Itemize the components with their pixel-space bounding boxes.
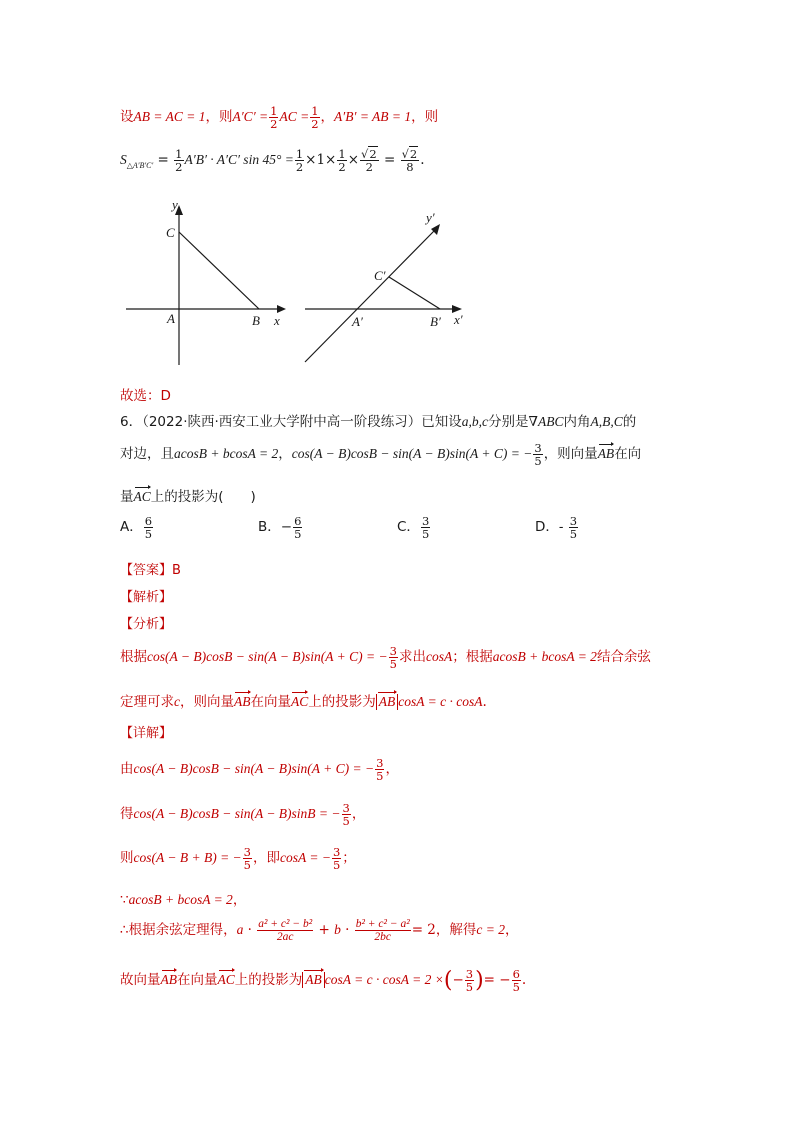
frac-den: 2 (270, 117, 278, 132)
sqrt-arg: 2 (369, 147, 377, 161)
frac-num: 1 (295, 147, 304, 161)
text: ∴根据余弦定理得， (120, 922, 237, 939)
point-c-prime-label: C′ (374, 268, 386, 283)
vector-ab-abs: AB (376, 694, 399, 710)
frac-num: 6 (512, 967, 520, 981)
text: ，则 (205, 109, 233, 126)
text: ，则向量 (180, 694, 234, 710)
vector-ac: AC (133, 489, 151, 504)
text: 定理可求 (120, 694, 174, 710)
point-a-prime-label: A′ (352, 314, 363, 329)
vector-ab: AB (234, 694, 251, 709)
text: 量 (120, 489, 134, 505)
y-axis-label: y (172, 197, 178, 212)
frac-den: 2 (295, 160, 304, 175)
option-d[interactable]: D．- $\frac{3}{5}$ (535, 514, 578, 542)
formula: cos(A − B)cosB − sin(A − B)sinB = − (133, 806, 341, 822)
text: ；根据 (452, 649, 493, 666)
formula: ×1× (305, 152, 337, 169)
frac-num: 6 (144, 514, 153, 528)
text: 在向量 (250, 694, 291, 710)
text: 已知设 (421, 414, 462, 430)
frac-den: 5 (144, 527, 153, 542)
frac-den: 2ac (276, 931, 294, 944)
frac-den: 8 (406, 160, 414, 175)
frac-num: 3 (342, 801, 350, 815)
formula: ∇ABC (528, 414, 564, 429)
vector-ab: AB (160, 972, 177, 988)
because-symbol: ∵ (120, 892, 129, 908)
prev-answer: 故选：D (120, 388, 171, 404)
text: 根据 (120, 649, 147, 666)
formula: cos(A − B)cosB − sin(A − B)sin(A + C) = − (147, 649, 388, 665)
problem-source: （2022·陕西·西安工业大学附中高一阶段练习） (142, 414, 422, 430)
formula: cosA = c · cosA = 2 × (324, 972, 444, 988)
formula: A,B,C (590, 414, 623, 429)
problem-line-1 (120, 410, 636, 430)
text: . (420, 152, 425, 169)
frac-den: 5 (376, 769, 384, 784)
frac-den: 5 (389, 657, 397, 672)
option-b[interactable]: B．− $\frac{6}{5}$ (258, 514, 302, 542)
frac-den: 5 (512, 980, 520, 995)
frac-den: 5 (465, 980, 474, 995)
formula: acosB + bcosA = 2 (492, 649, 597, 665)
frac-den: 5 (569, 527, 578, 542)
frac-den: 2 (365, 160, 373, 175)
fenxi-line-1 (120, 645, 651, 670)
formula: cosA = − (280, 850, 331, 866)
x-axis-label: x (274, 313, 280, 328)
vector-ac: AC (217, 972, 235, 988)
frac-num: 3 (421, 514, 430, 528)
point-b-label: B (252, 313, 260, 328)
text: ，则向量 (543, 446, 598, 463)
option-label: C． (397, 519, 420, 536)
area-line: $S_{\triangle A'B'C'}$ = $\frac{1}{2}$ A′B′ · A′C′ sin 45° = $\frac{1}{2}$ ×1× $\frac{1}{2}$ × $\frac{√2}{2}$ = $\frac{√2}{8}$ . (120, 147, 425, 175)
problem-line-2 (120, 442, 641, 467)
problem-number: 6． (120, 414, 143, 430)
formula: cosA (425, 649, 453, 665)
frac-den: 5 (332, 858, 341, 873)
y-prime-label: y′ (426, 210, 435, 225)
x-prime-label: x′ (454, 312, 463, 327)
setup-line: 设AB = AC = 1，则A′C′ = $\frac{1}{2}$ AC = $\frac{1}{2}$ ，A′B′ = AB = 1，则 (120, 104, 439, 132)
formula: cos(A − B + B) = − (133, 850, 242, 866)
left-figure (126, 197, 286, 365)
answer-tag: 【答案】 (120, 563, 173, 578)
text: 在向 (614, 446, 642, 463)
frac-den: 5 (243, 858, 251, 873)
answer-value: B (172, 563, 181, 578)
formula: cos(A − B)cosB − sin(A − B)sin(A + C) = − (291, 446, 533, 462)
text: ，则 (411, 109, 439, 126)
formula: cosA = c · cosA (398, 694, 483, 709)
option-label: A． (120, 519, 143, 536)
frac-den: 2 (338, 160, 346, 175)
options-row (120, 515, 640, 555)
step-5: ∴根据余弦定理得，a · $\frac{\text{a² + c² − b²}}{2ac}$ + b · $\frac{\text{b² + c² − a²}}{2bc}$ = 2，解得c = 2， (120, 918, 519, 944)
formula: S (120, 152, 127, 168)
formula: AB = AC = 1 (133, 109, 206, 125)
point-b-prime-label: B′ (430, 314, 441, 329)
frac-num: 3 (332, 845, 341, 859)
fenxi-line-2: 定理可求c，则向量AB在向量AC上的投影为 AB cosA = c · cosA. (120, 694, 487, 710)
step-1: 由cos(A − B)cosB − sin(A − B)sin(A + C) = − $\frac{3}{5}$ ， (120, 756, 399, 784)
step-2: 得cos(A − B)cosB − sin(A − B)sinB = − $\frac{3}{5}$ ， (120, 801, 366, 829)
xiangjie-tag: 【详解】 (120, 726, 173, 741)
jiexi-tag: 【解析】 (120, 590, 173, 605)
frac-num: 3 (376, 756, 384, 770)
problem-line-3 (120, 485, 256, 505)
frac-num: 3 (465, 967, 474, 981)
frac-num: a² + c² − b² (258, 918, 313, 930)
frac-den: 5 (342, 814, 350, 829)
text: 故向量 (120, 972, 161, 989)
frac-den: 5 (534, 454, 542, 469)
text: 的 (622, 414, 637, 430)
text: ，即 (253, 850, 280, 867)
option-a[interactable] (120, 515, 154, 540)
frac-num: 1 (175, 147, 183, 161)
frac-num: 3 (569, 514, 578, 528)
frac-num: 1 (311, 104, 319, 118)
frac-num: 3 (534, 441, 542, 455)
frac-num: 1 (270, 104, 278, 118)
text: ， (278, 446, 292, 463)
frac-den: 2bc (374, 931, 391, 944)
formula: cos(A − B)cosB − sin(A − B)sin(A + C) = − (133, 761, 375, 777)
frac-den: 2 (311, 117, 319, 132)
text: 在向量 (177, 972, 218, 989)
text: 上的投影为 (234, 972, 303, 989)
text: 上的投影为( ) (150, 489, 256, 505)
point-a-label: A (167, 311, 175, 326)
formula: c (174, 694, 180, 709)
formula: A′C′ = (232, 109, 269, 125)
formula: = − (483, 972, 511, 989)
formula: c = 2 (476, 922, 505, 938)
text: 由 (120, 761, 134, 778)
step-4: ∵acosB + bcosA = 2， (120, 892, 247, 908)
text: 结合余弦 (596, 649, 651, 666)
frac-num: 1 (338, 147, 346, 161)
coordinate-figure (110, 195, 480, 375)
point-c-label: C (166, 225, 175, 240)
text: 内角 (563, 414, 591, 430)
subscript: △A′B′C′ (126, 160, 154, 170)
text: ，解得 (435, 922, 477, 939)
frac-num: 3 (243, 845, 251, 859)
formula: acosB + bcosA = 2 (128, 892, 233, 907)
formula: a,b,c (461, 414, 489, 429)
answer-line (120, 559, 181, 578)
formula: acosB + bcosA = 2 (174, 446, 279, 462)
fenxi-tag: 【分析】 (120, 617, 173, 632)
frac-num: b² + c² − a² (355, 918, 410, 930)
vector-ab: AB (597, 446, 615, 462)
frac-num: 6 (294, 514, 302, 528)
option-c[interactable] (397, 515, 431, 540)
option-label: B． (258, 519, 281, 536)
right-figure (305, 210, 463, 362)
frac-den: 5 (294, 527, 302, 542)
vector-ab-abs: AB (302, 972, 325, 988)
text: 对边，且 (120, 446, 174, 463)
formula: A′B′ · A′C′ sin 45° = (184, 152, 294, 168)
text: 上的投影为 (308, 694, 376, 710)
frac-den: 5 (421, 527, 430, 542)
text: 得 (120, 806, 134, 823)
formula: AC = (279, 109, 310, 125)
text: 求出 (398, 649, 426, 666)
vector-ac: AC (291, 694, 309, 709)
frac-den: 2 (175, 160, 183, 175)
formula: A′B′ = AB = 1 (334, 109, 412, 125)
text: 则 (120, 850, 134, 867)
text: 设 (120, 109, 134, 126)
formula: = 2 (411, 922, 436, 939)
frac-num: 3 (389, 644, 397, 658)
option-label: D． (535, 519, 559, 536)
sqrt-arg: 2 (409, 147, 418, 161)
step-3: 则cos(A − B + B) = − $\frac{3}{5}$ ，即cosA = − $\frac{3}{5}$ ； (120, 845, 356, 873)
step-6: 故向量AB在向量AC上的投影为 AB cosA = c · cosA = 2 ×(− $\frac{3}{5}$ )= − $\frac{6}{5}$ . (120, 967, 527, 995)
text: 分别是 (488, 414, 529, 430)
